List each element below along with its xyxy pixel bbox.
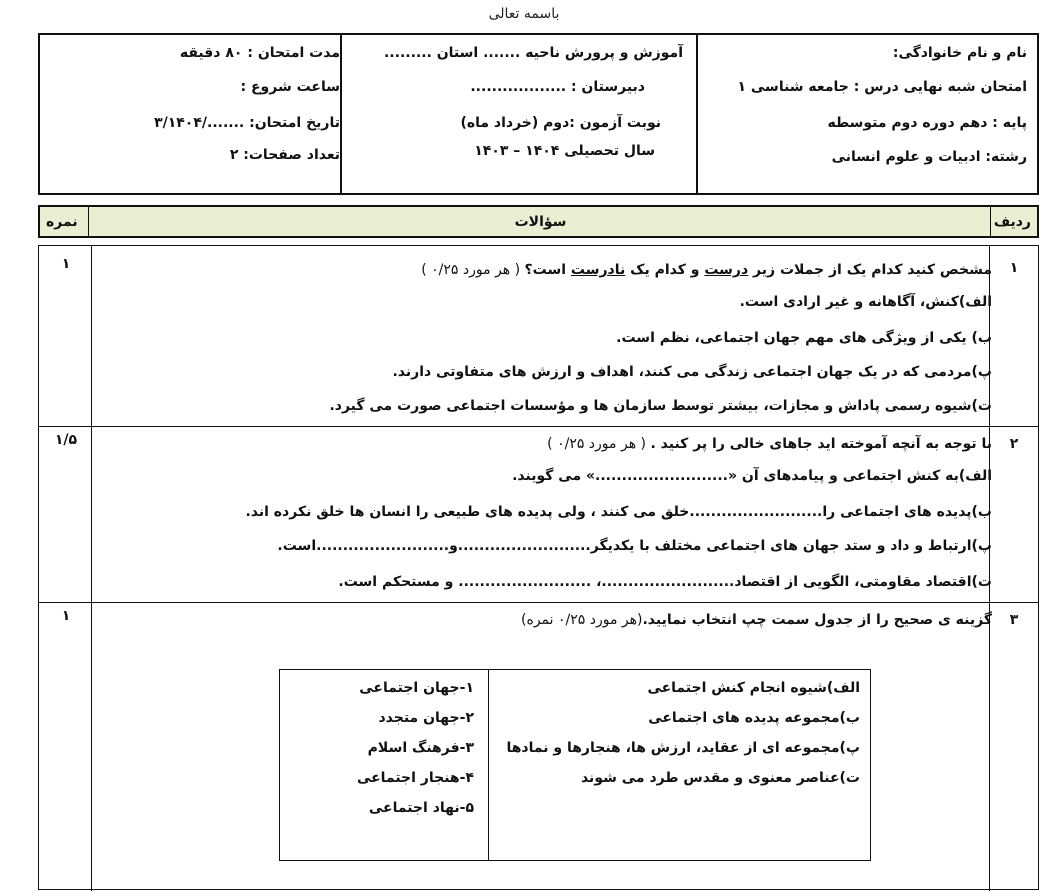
academic-year: سال تحصیلی ۱۴۰۴ – ۱۴۰۳ (474, 143, 655, 159)
question-item: ت)شیوه رسمی پاداش و مجازات، بیشتر توسط سازمان ها و مؤسسات اجتماعی صورت می گیرد. (329, 398, 992, 414)
question-item: ب)پدیده های اجتماعی را.........................خلق می کنند ، ولی پدیده های طبیعی را انسان ها خلق نکرده اند. (245, 504, 992, 520)
question-prompt (521, 612, 992, 628)
question-number: ۱ (1009, 260, 1019, 276)
matching-prompt-item: ب)مجموعه پدیده های اجتماعی (648, 710, 860, 726)
matching-table (279, 669, 871, 861)
exam-header (38, 33, 1039, 195)
exam-date: تاریخ امتحان: ......./۳/۱۴۰۴ (154, 115, 340, 131)
questions-column-label: سؤالات (514, 214, 567, 230)
question-prompt (421, 262, 992, 278)
prompt-text: گزینه ی صحیح را از جدول سمت چپ انتخاب نمایید. (642, 612, 992, 628)
page-title: باسمه تعالی (488, 6, 560, 22)
question-number: ۳ (1009, 612, 1019, 628)
questions-table (38, 245, 1039, 890)
matching-option: ۱-جهان اجتماعی (359, 680, 474, 696)
header-divider-left (340, 35, 342, 193)
grade-level: پایه : دهم دوره دوم متوسطه (827, 115, 1027, 131)
matching-option: ۵-نهاد اجتماعی (368, 800, 474, 816)
school-name: دبیرستان : .................. (470, 79, 645, 95)
exam-round: نوبت آزمون :دوم (خرداد ماه) (460, 115, 661, 131)
score-note: ( هر مورد ۰/۲۵ ) (421, 262, 525, 278)
question-item: پ)مردمی که در یک جهان اجتماعی زندگی می کنند، اهداف و ارزش های متفاوتی دارند. (392, 364, 992, 380)
matching-prompt-item: پ)مجموعه ای از عقاید، ارزش ها، هنجارها و نمادها (506, 740, 860, 756)
question-item: ت)اقتصاد مقاومتی، الگویی از اقتصاد.........................، ......................... و مستحکم است. (338, 574, 992, 590)
matching-prompt-item: الف)شیوه انجام کنش اجتماعی (647, 680, 860, 696)
score-column-label: نمره (46, 214, 78, 230)
questions-table-header (38, 205, 1039, 238)
row-column-label: ردیف (993, 214, 1031, 230)
question-score: ۱/۵ (54, 432, 78, 448)
education-district: آموزش و پرورش ناحیه ....... استان ......... (383, 45, 683, 61)
matching-option: ۳-فرهنگ اسلام (367, 740, 474, 756)
student-name-field: نام و نام خانوادگی: (892, 45, 1027, 61)
score-note: (هر مورد ۰/۲۵ نمره) (521, 612, 643, 628)
question-separator (39, 602, 1038, 603)
start-time: ساعت شروع : (240, 79, 340, 95)
question-prompt (547, 436, 992, 452)
question-item: ب) یکی از ویژگی های مهم جهان اجتماعی، نظم است. (616, 330, 992, 346)
prompt-text: با توجه به آنچه آموخته اید جاهای خالی را پر کنید . (650, 436, 992, 452)
question-separator (39, 426, 1038, 427)
question-item: الف)به کنش اجتماعی و پیامدهای آن «.........................» می گویند. (512, 468, 992, 484)
question-score: ۱ (61, 608, 71, 624)
score-column-line (91, 246, 92, 891)
prompt-text: و کدام یک (625, 262, 705, 278)
exam-course: امتحان شبه نهایی درس : جامعه شناسی ۱ (737, 79, 1027, 95)
exam-duration: مدت امتحان : ۸۰ دقیقه (179, 45, 340, 61)
prompt-text: مشخص کنید کدام یک از جملات زیر (748, 262, 992, 278)
question-item: پ)ارتباط و داد و ستد جهان های اجتماعی مختلف با یکدیگر.........................و.........................است. (277, 538, 992, 554)
matching-table-divider (488, 670, 489, 860)
study-field: رشته: ادبیات و علوم انسانی (831, 149, 1027, 165)
question-number: ۲ (1009, 436, 1019, 452)
header-divider-right (696, 35, 698, 193)
matching-prompt-item: ت)عناصر معنوی و مقدس طرد می شوند (580, 770, 860, 786)
matching-option: ۲-جهان متجدد (378, 710, 474, 726)
prompt-text: است؟ (524, 262, 571, 278)
question-item: الف)کنش، آگاهانه و غیر ارادی است. (739, 294, 992, 310)
prompt-underlined-false: نادرست (570, 262, 626, 278)
score-note: ( هر مورد ۰/۲۵ ) (547, 436, 651, 452)
matching-option: ۴-هنجار اجتماعی (356, 770, 474, 786)
prompt-underlined-true: درست (704, 262, 749, 278)
question-score: ۱ (61, 256, 71, 272)
page-count: تعداد صفحات: ۲ (229, 147, 340, 163)
